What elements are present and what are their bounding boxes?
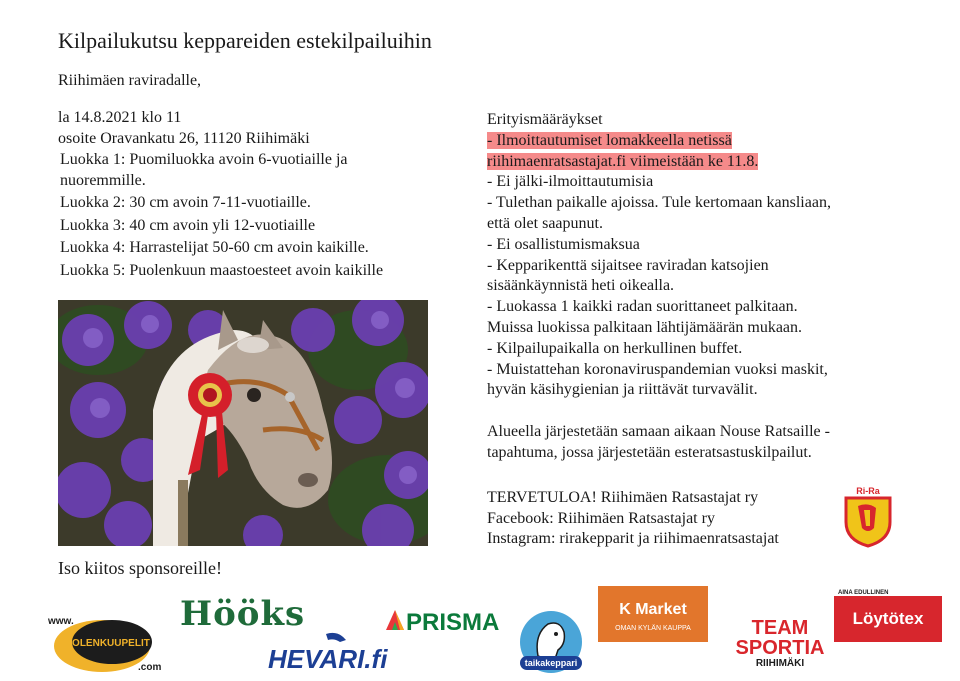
rule-line: - Kepparikenttä sijaitsee raviradan katsojien [487, 256, 769, 274]
svg-text:taikakeppari: taikakeppari [524, 658, 578, 668]
event-info [58, 108, 438, 281]
rule-line: sisäänkäynnistä heti oikealla. [487, 277, 675, 295]
club-logo [840, 484, 896, 548]
rule-line: että olet saapunut. [487, 214, 603, 232]
rule-line: - Luokassa 1 kaikki radan suorittaneet palkitaan. [487, 298, 798, 316]
team-sportia-logo: TEAM SPORTIA RIIHIMÄKI [735, 617, 825, 669]
rules-heading: Erityismääräykset [487, 111, 603, 128]
svg-text:PUOLENKUUPELIT: PUOLENKUUPELIT [58, 638, 150, 649]
class-2: Luokka 2: 30 cm avoin 7-11-vuotiaille. [60, 194, 311, 211]
svg-text:Löytötex: Löytötex [852, 609, 924, 628]
venue-subtitle: Riihimäen raviradalle, [58, 72, 202, 89]
class-3: Luokka 3: 40 cm avoin yli 12-vuotiaille [60, 216, 316, 234]
instagram-line: Instagram: rirakepparit ja riihimaenratsastajat [487, 530, 779, 547]
sponsors-label: Iso kiitos sponsoreille! [58, 558, 222, 578]
class-1: Luokka 1: Puomiluokka avoin 6-vuotiaille ja [60, 151, 348, 168]
rule-spacer [487, 401, 907, 422]
rule-line: - Ei jälki-ilmoittautumisia [487, 173, 654, 191]
hooks-logo: Hööks [180, 594, 306, 634]
kmarket-logo [598, 586, 708, 642]
club-logo-text: Ri-Ra [856, 486, 880, 496]
svg-text:OMAN KYLÄN KAUPPA: OMAN KYLÄN KAUPPA [615, 625, 691, 632]
facebook-line: Facebook: Riihimäen Ratsastajat ry [487, 509, 715, 527]
event-address: osoite Oravankatu 26, 11120 Riihimäki [58, 129, 310, 147]
prisma-logo [382, 602, 514, 636]
svg-text:www.: www. [48, 616, 74, 627]
rule-line: - Ei osallistumismaksua [487, 235, 640, 253]
page-title: Kilpailukutsu keppareiden estekilpailuihin [58, 28, 432, 53]
event-date: la 14.8.2021 klo 11 [58, 109, 182, 126]
svg-text:HEVARI.fi: HEVARI.fi [268, 644, 388, 672]
puolenkuupelit-logo [40, 612, 168, 674]
registration-highlight-2: riihimaenratsastajat.fi viimeistään ke 11.8. [487, 152, 759, 170]
registration-highlight-1: - Ilmoittautumiset lomakkeella netissä [487, 131, 732, 149]
svg-text:K Market: K Market [619, 601, 687, 618]
loytotex-logo [834, 586, 942, 642]
welcome-contacts [487, 488, 779, 550]
rule-line: - Kilpailupaikalla on herkullinen buffet. [487, 339, 743, 357]
rule-line: Muissa luokissa palkitaan lähtijämäärän mukaan. [487, 318, 803, 336]
event-note-line: tapahtuma, jossa järjestetään esteratsastuskilpailut. [487, 443, 812, 461]
svg-text:PRISMA: PRISMA [406, 609, 500, 636]
rule-line: - Muistattehan koronaviruspandemian vuoksi maskit, [487, 360, 828, 378]
class-5: Luokka 5: Puolenkuun maastoesteet avoin kaikille [60, 261, 384, 279]
welcome-line: TERVETULOA! Riihimäen Ratsastajat ry [487, 489, 759, 506]
special-rules [487, 110, 907, 464]
class-4: Luokka 4: Harrastelijat 50-60 cm avoin kaikille. [60, 239, 369, 256]
rule-line: hyvän käsihygienian ja riittävät turvavälit. [487, 381, 758, 399]
hevari-logo [266, 632, 416, 672]
svg-text:AINA EDULLINEN: AINA EDULLINEN [838, 590, 889, 596]
taikakeppari-logo [514, 610, 588, 676]
hobby-horse-photo [58, 300, 428, 546]
rule-line: - Tulethan paikalle ajoissa. Tule kertomaan kansliaan, [487, 194, 831, 212]
svg-text:.com: .com [138, 662, 162, 673]
event-note-line: Alueella järjestetään samaan aikaan Nouse Ratsaille - [487, 422, 830, 440]
class-1-cont: nuoremmille. [60, 171, 146, 189]
